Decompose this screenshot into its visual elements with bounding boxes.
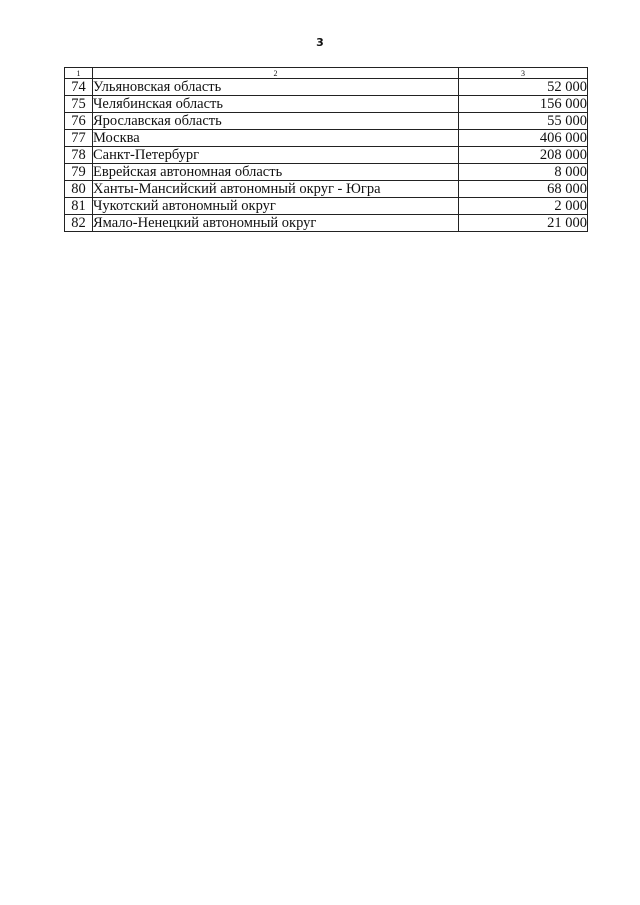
row-number: 80 — [65, 181, 93, 198]
table-row — [65, 113, 588, 130]
table-row — [65, 147, 588, 164]
row-number: 76 — [65, 113, 93, 130]
table-header-row — [65, 68, 588, 79]
row-value: 55 000 — [459, 113, 588, 130]
row-number: 78 — [65, 147, 93, 164]
region-name: Ханты-Мансийский автономный округ - Югра — [93, 181, 459, 198]
region-name: Чукотский автономный округ — [93, 198, 459, 215]
row-value: 208 000 — [459, 147, 588, 164]
row-number: 81 — [65, 198, 93, 215]
table-row — [65, 79, 588, 96]
row-value: 2 000 — [459, 198, 588, 215]
table-row — [65, 164, 588, 181]
row-number: 82 — [65, 215, 93, 232]
table-row — [65, 130, 588, 147]
region-name: Челябинская область — [93, 96, 459, 113]
table-row — [65, 96, 588, 113]
row-number: 79 — [65, 164, 93, 181]
table-row — [65, 198, 588, 215]
row-number: 77 — [65, 130, 93, 147]
column-header-3: 3 — [459, 68, 588, 79]
row-value: 68 000 — [459, 181, 588, 198]
row-value: 406 000 — [459, 130, 588, 147]
table-row — [65, 215, 588, 232]
row-value: 156 000 — [459, 96, 588, 113]
row-number: 75 — [65, 96, 93, 113]
row-value: 52 000 — [459, 79, 588, 96]
row-value: 8 000 — [459, 164, 588, 181]
region-name: Еврейская автономная область — [93, 164, 459, 181]
page-number: 3 — [316, 36, 324, 49]
region-name: Ярославская область — [93, 113, 459, 130]
column-header-1: 1 — [65, 68, 93, 79]
data-table — [64, 67, 588, 232]
row-number: 74 — [65, 79, 93, 96]
region-name: Ульяновская область — [93, 79, 459, 96]
column-header-2: 2 — [93, 68, 459, 79]
region-name: Санкт-Петербург — [93, 147, 459, 164]
region-name: Ямало-Ненецкий автономный округ — [93, 215, 459, 232]
table-row — [65, 181, 588, 198]
region-name: Москва — [93, 130, 459, 147]
row-value: 21 000 — [459, 215, 588, 232]
